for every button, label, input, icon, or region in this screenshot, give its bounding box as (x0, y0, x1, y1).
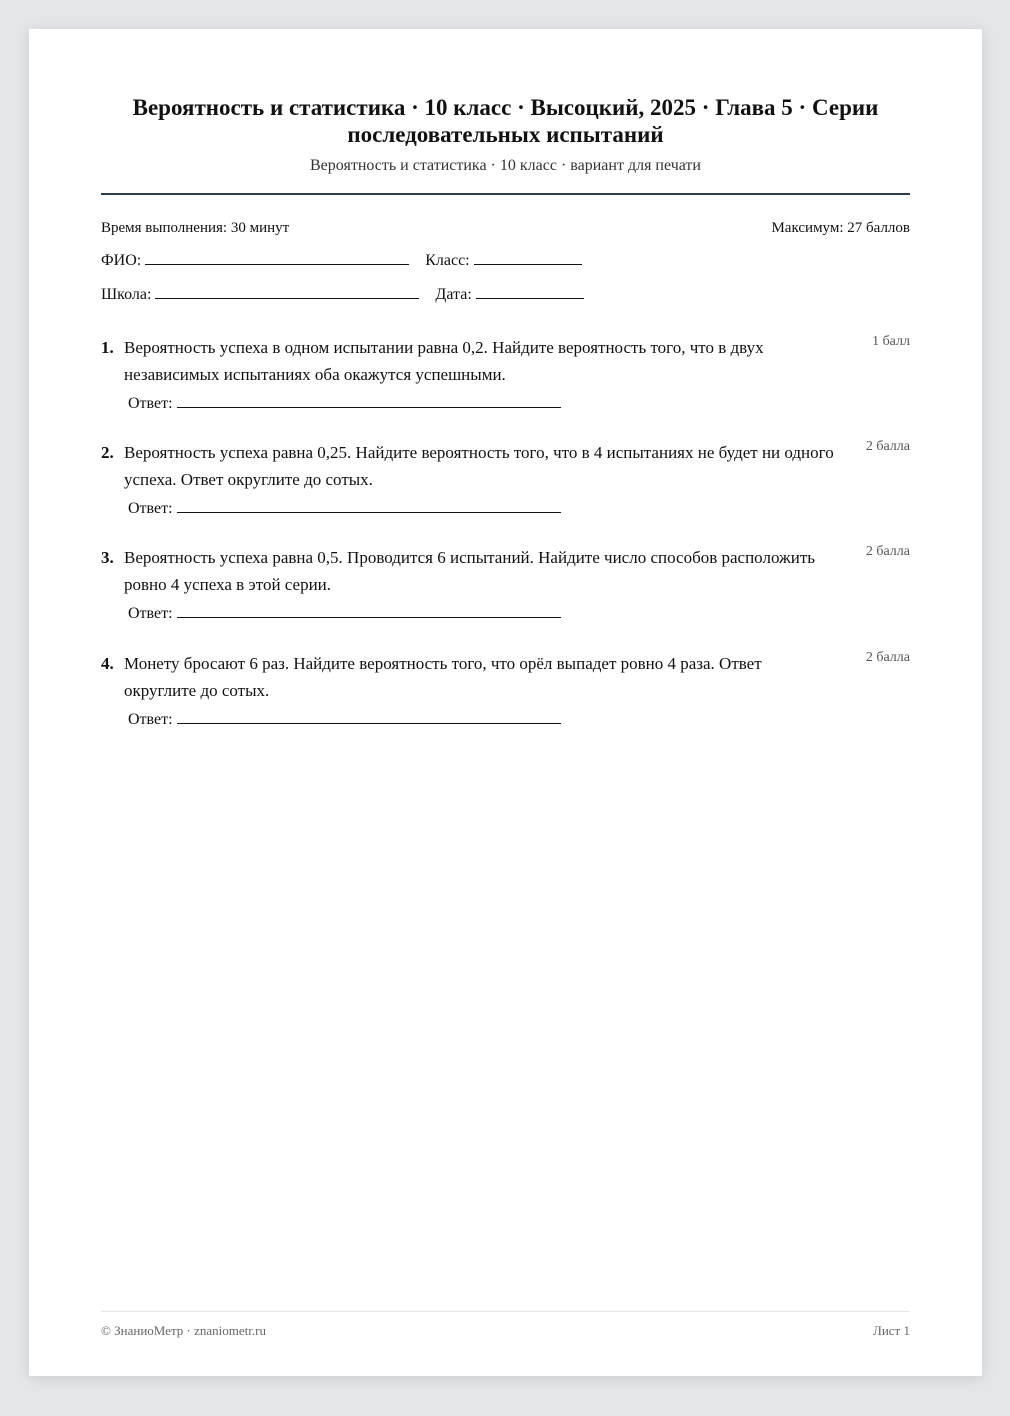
class-field[interactable] (425, 252, 581, 270)
task-text: Вероятность успеха равна 0,25. Найдите вероятность того, что в 4 испытаниях не будет ни одного успеха. Ответ округлите до сотых. (124, 443, 834, 489)
class-line[interactable] (474, 263, 582, 265)
answer-label: Ответ: (128, 711, 173, 728)
answer-line[interactable] (177, 616, 561, 618)
task-points: 2 балла (865, 650, 910, 665)
task-number: 4. (101, 654, 114, 673)
page-number: Лист 1 (873, 1323, 910, 1338)
time-limit: Время выполнения: 30 минут (101, 220, 290, 236)
header-divider (101, 193, 910, 195)
max-score: Максимум: 27 баллов (771, 220, 910, 236)
task-text: Монету бросают 6 раз. Найдите вероятность того, что орёл выпадет ровно 4 раза. Ответ округлите до сотых. (124, 654, 762, 700)
answer-field[interactable] (128, 711, 561, 729)
answer-label: Ответ: (128, 500, 173, 517)
page-subtitle: Вероятность и статистика · 10 класс · вариант для печати (310, 157, 701, 174)
answer-label: Ответ: (128, 395, 173, 412)
page-title: Вероятность и статистика · 10 класс · Высоцкий, 2025 · Глава 5 · Серии последовательных испытаний (132, 95, 879, 147)
student-fields-row-1 (101, 252, 582, 270)
task-text: Вероятность успеха в одном испытании равна 0,2. Найдите вероятность того, что в двух независимых испытаниях оба окажутся успешными. (124, 338, 764, 384)
task-text: Вероятность успеха равна 0,5. Проводится 6 испытаний. Найдите число способов расположить ровно 4 успеха в этой серии. (124, 548, 816, 594)
fio-field[interactable] (101, 252, 409, 270)
task-number: 2. (101, 443, 114, 462)
student-fields-row-2 (101, 286, 584, 304)
school-label: Школа: (101, 286, 152, 303)
answer-field[interactable] (128, 395, 561, 413)
school-field[interactable] (101, 286, 419, 304)
answer-field[interactable] (128, 500, 561, 518)
worksheet-page (29, 29, 982, 1376)
task-number: 3. (101, 548, 114, 567)
answer-field[interactable] (128, 605, 561, 623)
task-number: 1. (101, 338, 114, 357)
footer-divider (101, 1311, 910, 1312)
task-points: 2 балла (865, 544, 910, 559)
task-points: 2 балла (865, 439, 910, 454)
answer-line[interactable] (177, 511, 561, 513)
school-line[interactable] (155, 297, 419, 299)
answer-line[interactable] (177, 722, 561, 724)
answer-line[interactable] (177, 406, 561, 408)
answer-label: Ответ: (128, 605, 173, 622)
footer-copyright: © ЗнаниоМетр · znaniometr.ru (101, 1323, 266, 1338)
fio-line[interactable] (145, 263, 409, 265)
date-label: Дата: (435, 286, 472, 303)
date-field[interactable] (435, 286, 583, 304)
date-line[interactable] (476, 297, 584, 299)
fio-label: ФИО: (101, 252, 142, 269)
task-points: 1 балл (872, 334, 910, 349)
class-label: Класс: (425, 252, 470, 269)
page-content (101, 29, 910, 1376)
